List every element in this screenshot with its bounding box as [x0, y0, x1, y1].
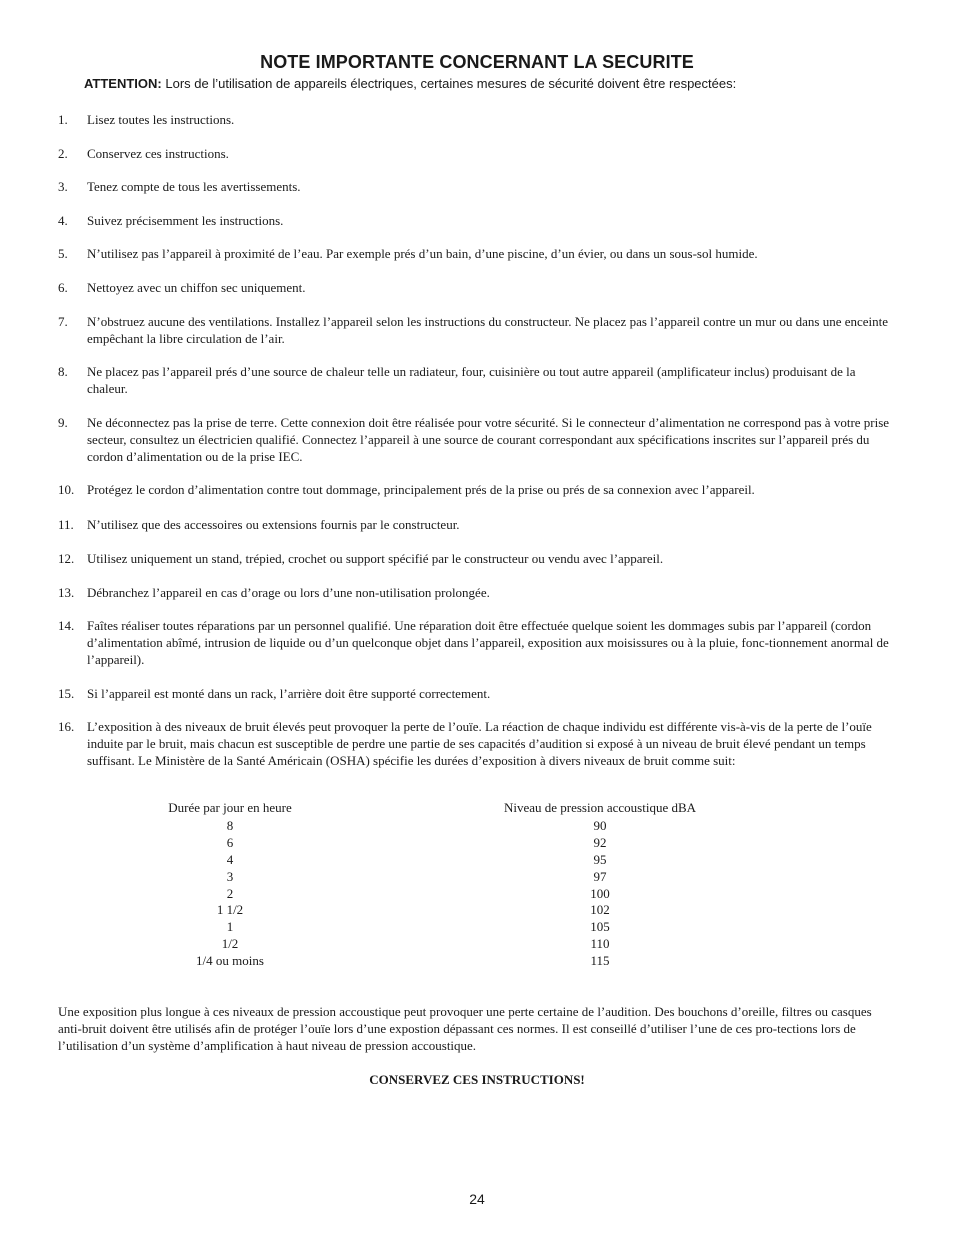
attention-label: ATTENTION: [84, 76, 162, 91]
table-header-level: Niveau de pression accoustique dBA [503, 800, 697, 815]
item-number: 14. [58, 618, 75, 633]
item-text: Si l’appareil est monté dans un rack, l’arrière doit être supporté correctement. [87, 686, 491, 701]
duration-cell: 1 [226, 919, 234, 934]
level-cell: 110 [590, 936, 610, 951]
duration-cell: 3 [226, 869, 234, 884]
item-text: Suivez précisemment les instructions. [87, 213, 284, 228]
duration-cell: 1/4 ou moins [196, 953, 264, 968]
duration-cell: 8 [226, 818, 234, 833]
item-number: 6. [58, 280, 68, 295]
attention-line [84, 76, 924, 91]
item-number: 7. [58, 314, 68, 329]
item-text: Lisez toutes les instructions. [87, 112, 235, 127]
item-number: 4. [58, 213, 68, 228]
item-number: 5. [58, 246, 68, 261]
duration-cell: 4 [226, 852, 234, 867]
duration-cell: 2 [226, 886, 234, 901]
duration-cell: 1/2 [221, 936, 239, 951]
level-cell: 100 [590, 886, 610, 901]
item-text: Faîtes réaliser toutes réparations par un personnel qualifié. Une réparation doit être effectuée quelque soient les dommages subis par l’appareil (cordon d’alimentation abîmé, intrusion de liquide ou d’un quelconque objet dans l’appareil, exposition aux moisissures ou à la pluie, fonc-tionnement anormal de l’appareil). [87, 618, 889, 667]
item-number: 13. [58, 585, 75, 600]
level-cell: 95 [593, 852, 607, 867]
item-text: Utilisez uniquement un stand, trépied, crochet ou support spécifié par le constructeur ou vendu avec l’appareil. [87, 551, 664, 566]
page-title: NOTE IMPORTANTE CONCERNANT LA SECURITE [260, 52, 694, 72]
item-number: 10. [58, 482, 75, 497]
closing-paragraph: Une exposition plus longue à ces niveaux de pression accoustique peut provoquer une perte certaine de l’audition. Des bouchons d’oreille, filtres ou casques anti-bruit doivent être utilisés afin de protéger l’ouïe lors d’une expostion dépassant ces normes. Il est conseillé d’utiliser l’une de ces pro-tections lors de l’utilisation d’un système d’amplification à haut niveau de pression accoustique. [58, 1004, 872, 1053]
page-number: 24 [469, 1191, 485, 1207]
attention-text: Lors de l’utilisation de appareils électriques, certaines mesures de sécurité doivent être respectées: [161, 76, 737, 91]
level-cell: 92 [593, 835, 607, 850]
item-number: 3. [58, 179, 68, 194]
item-text: Tenez compte de tous les avertissements. [87, 179, 301, 194]
item-text: L’exposition à des niveaux de bruit élevés peut provoquer la perte de l’ouïe. La réaction de chaque individu est différente vis-à-vis de la perte de l’ouïe induite par le bruit, mais chacun est susceptible de perdre une partie de ses capacités d’audition si exposé à un niveau de bruit élevé pendant un temps suffisant. Le Ministère de la Santé Américain (OSHA) spécifie les durées d’exposition à divers niveaux de bruit comme suit: [87, 719, 872, 768]
item-number: 15. [58, 686, 75, 701]
item-number: 16. [58, 719, 75, 734]
item-number: 9. [58, 415, 68, 430]
item-number: 11. [58, 517, 74, 532]
level-cell: 102 [590, 902, 610, 917]
level-cell: 97 [593, 869, 607, 884]
item-text: Ne déconnectez pas la prise de terre. Cette connexion doit être réalisée pour votre sécurité. Si le connecteur d’alimentation ne correspond pas à votre prise secteur, consultez un électricien qualifié. Connectez l’appareil à une source de courant correspondant aux spécifications inscrites sur l’appareil prés du cordon d’alimentation ou de la prise IEC. [87, 415, 890, 464]
duration-cell: 6 [226, 835, 234, 850]
item-text: Ne placez pas l’appareil prés d’une source de chaleur telle un radiateur, four, cuisinière ou tout autre appareil (amplificateur inclus) produisant de la chaleur. [87, 364, 856, 396]
item-text: Protégez le cordon d’alimentation contre tout dommage, principalement prés de la prise ou prés de sa connexion avec l’appareil. [87, 482, 755, 497]
item-text: N’obstruez aucune des ventilations. Installez l’appareil selon les instructions du constructeur. Ne placez pas l’appareil contre un mur ou dans une enceinte empêchant la libre circulation de l’air. [87, 314, 889, 346]
item-text: N’utilisez pas l’appareil à proximité de l’eau. Par exemple prés d’un bain, d’une piscine, d’un évier, ou dans un sous-sol humide. [87, 246, 758, 261]
duration-cell: 1 1/2 [216, 902, 244, 917]
item-text: Débranchez l’appareil en cas d’orage ou lors d’une non-utilisation prolongée. [87, 585, 490, 600]
level-cell: 105 [590, 919, 610, 934]
item-number: 12. [58, 551, 75, 566]
item-number: 2. [58, 146, 68, 161]
level-cell: 90 [593, 818, 607, 833]
table-header-duration: Durée par jour en heure [168, 800, 292, 815]
item-text: N’utilisez que des accessoires ou extensions fournis par le constructeur. [87, 517, 460, 532]
item-text: Nettoyez avec un chiffon sec uniquement. [87, 280, 306, 295]
level-cell: 115 [590, 953, 610, 968]
item-number: 8. [58, 364, 68, 379]
item-number: 1. [58, 112, 68, 127]
conserve-instructions: CONSERVEZ CES INSTRUCTIONS! [369, 1072, 585, 1087]
item-text: Conservez ces instructions. [87, 146, 229, 161]
